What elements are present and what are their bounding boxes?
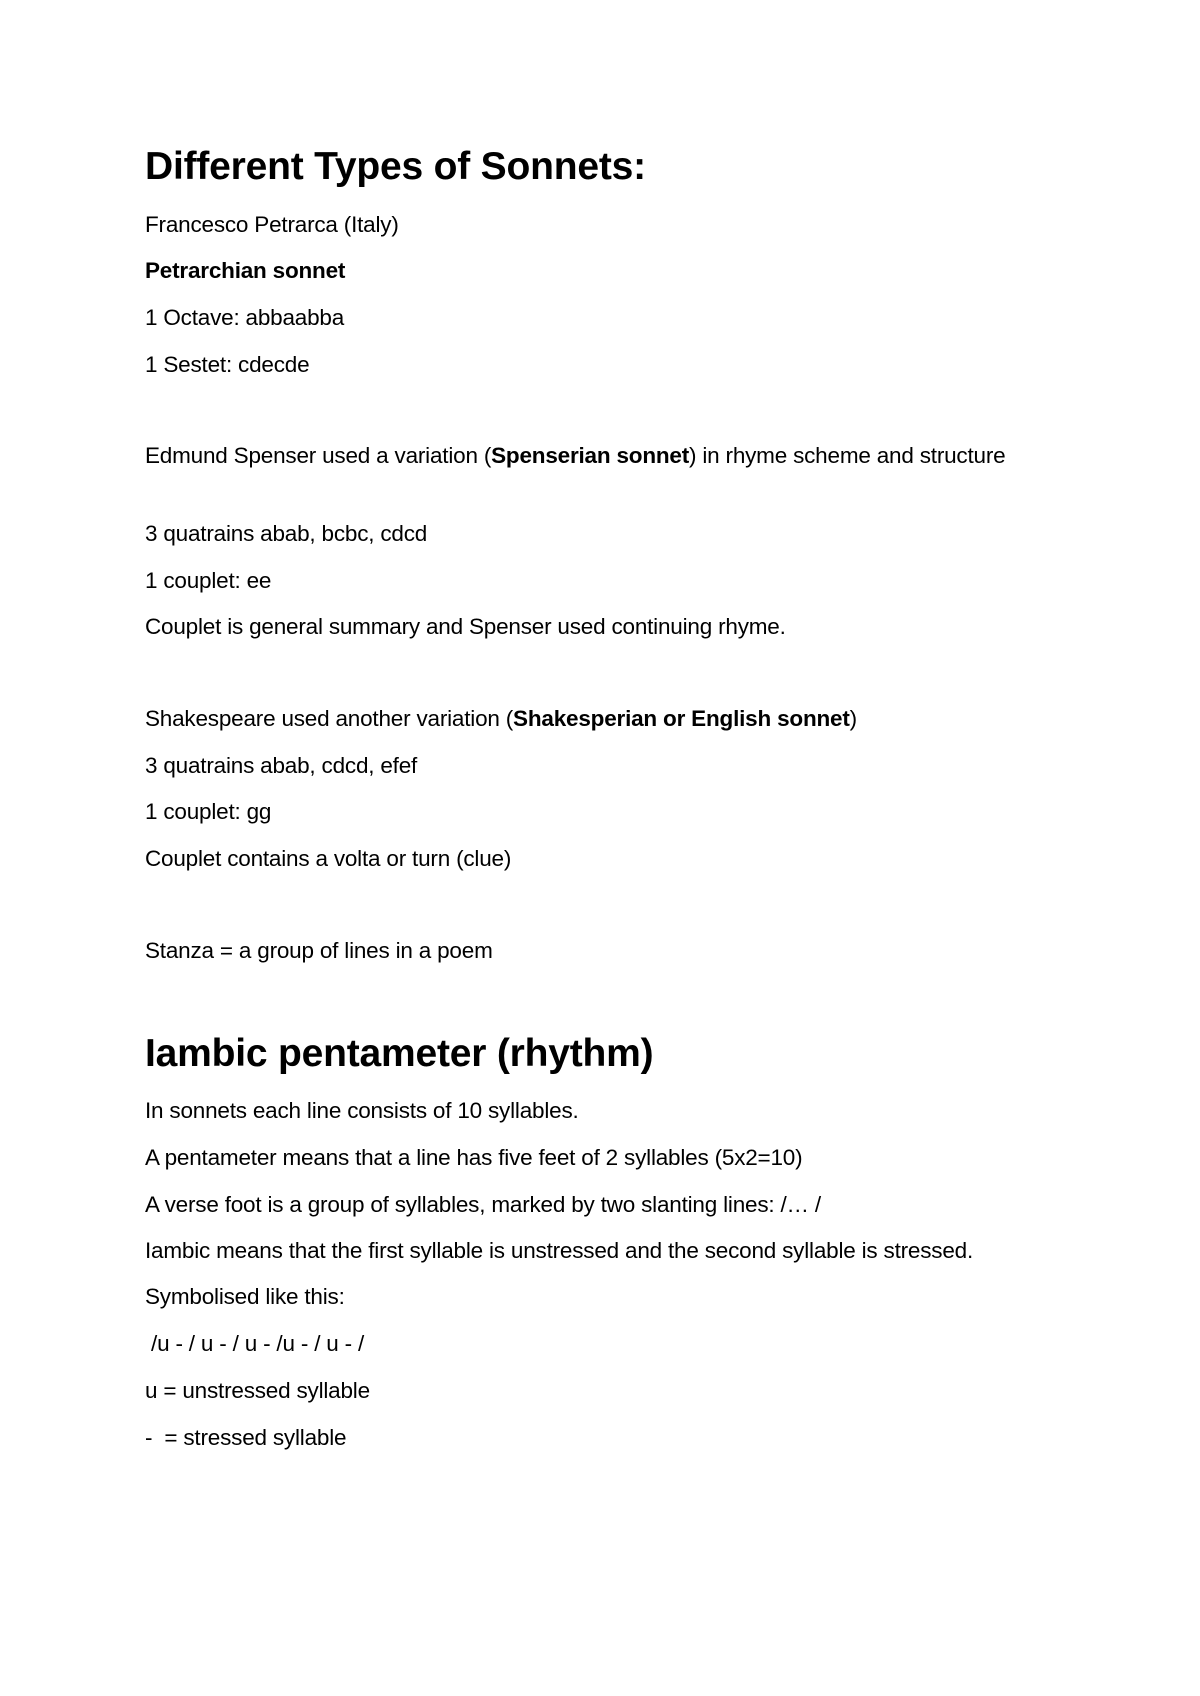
petrarchian-title: Petrarchian sonnet <box>145 258 346 283</box>
pentameter-definition: A pentameter means that a line has five feet of 2 syllables (5x2=10) <box>145 1145 803 1170</box>
shakespeare-couplet: 1 couplet: gg <box>145 799 272 824</box>
petrarca-origin: Francesco Petrarca (Italy) <box>145 212 399 237</box>
stressed-definition: - = stressed syllable <box>145 1425 347 1450</box>
stanza-definition: Stanza = a group of lines in a poem <box>145 938 493 963</box>
spenser-couplet: 1 couplet: ee <box>145 568 272 593</box>
sestet-line: 1 Sestet: cdecde <box>145 352 310 377</box>
spenser-intro <box>145 441 1045 471</box>
heading-types-of-sonnets: Different Types of Sonnets: <box>145 145 646 188</box>
shakespeare-intro-before: Shakespeare used another variation ( <box>145 706 514 731</box>
shakespeare-intro <box>145 705 857 733</box>
spenser-quatrains: 3 quatrains abab, bcbc, cdcd <box>145 521 428 546</box>
octave-line: 1 Octave: abbaabba <box>145 305 345 330</box>
shakespeare-quatrains: 3 quatrains abab, cdcd, efef <box>145 753 418 778</box>
heading-iambic-pentameter: Iambic pentameter (rhythm) <box>145 1032 654 1075</box>
spenser-intro-before: Edmund Spenser used a variation ( <box>145 443 492 468</box>
stress-pattern: /u - / u - / u - /u - / u - / <box>145 1331 365 1356</box>
syllables-line: In sonnets each line consists of 10 syllables. <box>145 1098 579 1123</box>
shakespeare-intro-after: ) <box>849 706 857 731</box>
symbolised-line: Symbolised like this: <box>145 1284 345 1309</box>
spenser-summary: Couplet is general summary and Spenser used continuing rhyme. <box>145 614 786 639</box>
spenserian-sonnet-term: Spenserian sonnet <box>491 443 690 468</box>
unstressed-definition: u = unstressed syllable <box>145 1378 370 1403</box>
iambic-definition: Iambic means that the first syllable is unstressed and the second syllable is stressed. <box>145 1238 974 1263</box>
verse-foot-definition: A verse foot is a group of syllables, marked by two slanting lines: /… / <box>145 1192 821 1217</box>
spenser-intro-after: ) in rhyme scheme and structure <box>689 443 1006 468</box>
shakesperian-sonnet-term: Shakesperian or English sonnet <box>513 706 850 731</box>
shakespeare-volta: Couplet contains a volta or turn (clue) <box>145 846 512 871</box>
